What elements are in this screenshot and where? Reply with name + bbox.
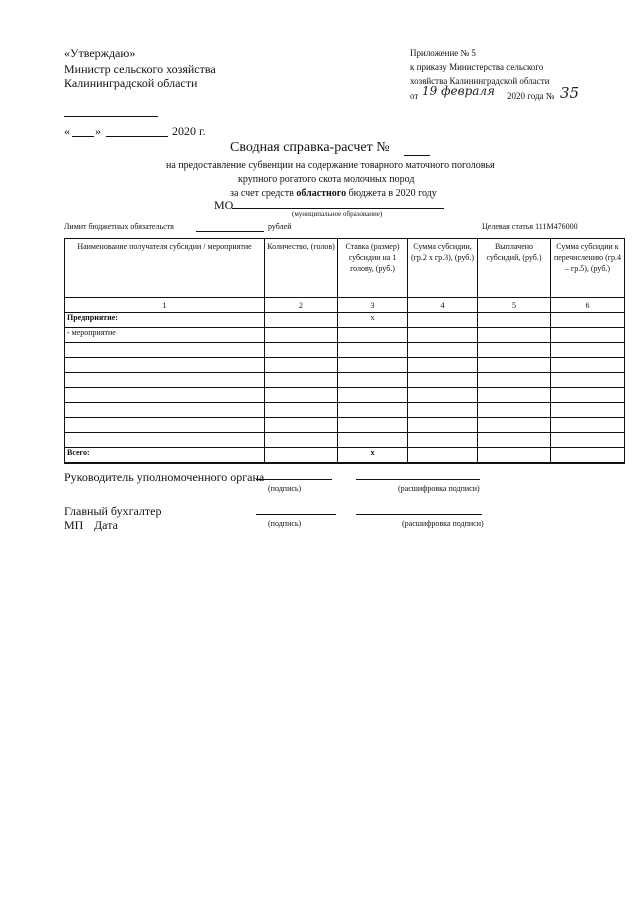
approve-line1: Министр сельского хозяйства [64, 62, 216, 76]
column-number: 5 [478, 298, 551, 313]
approve-line2: Калининградской области [64, 76, 198, 90]
approve-year: 2020 г. [172, 124, 206, 138]
table-row [65, 388, 625, 403]
total-label: Всего: [65, 448, 265, 464]
column-number: 4 [408, 298, 478, 313]
table-cell [551, 403, 625, 418]
table-cell [478, 358, 551, 373]
table-cell [478, 328, 551, 343]
table-cell [265, 313, 338, 328]
accountant-sign-line [256, 514, 336, 515]
accountant-decode-caption: (расшифровка подписи) [402, 519, 484, 528]
appendix-line2: к приказу Министерства сельского [410, 62, 544, 72]
approve-date-open: « [64, 124, 70, 138]
accountant-decode-line [356, 514, 482, 515]
head-decode-caption: (расшифровка подписи) [398, 484, 480, 493]
handwritten-number: 35 [560, 84, 580, 102]
table-cell [478, 343, 551, 358]
table-cell [551, 343, 625, 358]
table-row [65, 343, 625, 358]
table-cell [408, 358, 478, 373]
head-label: Руководитель уполномоченного органа [64, 470, 265, 484]
table-cell [478, 433, 551, 448]
table-cell [65, 373, 265, 388]
table-cell [408, 433, 478, 448]
signature-line [64, 116, 158, 117]
appendix-year: 2020 года № [507, 91, 555, 101]
table-cell [551, 388, 625, 403]
title-line3: крупного рогатого скота молочных пород [238, 174, 415, 185]
appendix-from: от [410, 91, 419, 101]
stamp-label: МП [64, 518, 84, 532]
target-article: Целевая статья 111М476000 [482, 222, 578, 231]
approve-date-close: » [95, 124, 101, 138]
table-cell [408, 388, 478, 403]
activity-label: - мероприятие [65, 328, 265, 343]
table-cell [408, 418, 478, 433]
table-cell [65, 403, 265, 418]
header-cell: Сумма субсидии, (гр.2 х гр.3), (руб.) [408, 239, 478, 298]
title-line4: за счет средств областного бюджета в 2020 году [230, 188, 437, 199]
header-cell: Количество, (голов) [265, 239, 338, 298]
column-number: 1 [65, 298, 265, 313]
total-row [65, 448, 625, 464]
x-mark: х [338, 448, 408, 464]
doc-number-line [404, 155, 430, 156]
table-cell [265, 403, 338, 418]
table-row [65, 313, 625, 328]
table-cell [338, 418, 408, 433]
enterprise-label: Предприятие: [65, 313, 265, 328]
column-numbers-row [65, 298, 625, 313]
table-cell [65, 358, 265, 373]
table-cell [265, 418, 338, 433]
table-cell [65, 388, 265, 403]
table-cell [478, 373, 551, 388]
header-cell: Наименование получателя субсидии / мероприятие [65, 239, 265, 298]
day-line [72, 136, 94, 137]
column-number: 3 [338, 298, 408, 313]
table-cell [408, 403, 478, 418]
head-decode-line [356, 479, 480, 480]
table-cell [408, 448, 478, 464]
table-row [65, 433, 625, 448]
table-cell [478, 418, 551, 433]
doc-title: Сводная справка-расчет № [230, 140, 390, 155]
table-header-row [65, 239, 625, 298]
table-cell [338, 358, 408, 373]
month-line [106, 136, 168, 137]
table-cell [338, 403, 408, 418]
head-sign-caption: (подпись) [268, 484, 302, 493]
column-number: 6 [551, 298, 625, 313]
table-cell [265, 388, 338, 403]
limit-unit: рублей [268, 222, 292, 231]
table-cell [65, 418, 265, 433]
table-cell [408, 343, 478, 358]
table-row [65, 328, 625, 343]
table-cell [265, 358, 338, 373]
mo-label: МО [214, 198, 234, 212]
table-cell [551, 313, 625, 328]
subsidy-table [64, 238, 625, 464]
table-cell [338, 433, 408, 448]
date-label: Дата [94, 518, 118, 532]
table-cell [265, 343, 338, 358]
mo-line [232, 208, 444, 209]
table-cell [478, 313, 551, 328]
header-cell: Выплачено субсидий, (руб.) [478, 239, 551, 298]
table-cell [265, 433, 338, 448]
header-cell: Сумма субсидии к перечислению (гр.4 – гр.5), (руб.) [551, 239, 625, 298]
limit-label: Лимит бюджетных обязательств [64, 222, 174, 231]
table-cell [338, 373, 408, 388]
accountant-label: Главный бухгалтер [64, 504, 162, 518]
table-cell [65, 343, 265, 358]
table-row [65, 373, 625, 388]
table-cell [338, 343, 408, 358]
table-cell [551, 433, 625, 448]
handwritten-date: 19 февраля [422, 84, 495, 98]
table-row [65, 403, 625, 418]
mo-caption: (муниципальное образование) [292, 210, 383, 218]
appendix-line3: хозяйства Калининградской области [410, 76, 550, 86]
header-cell: Ставка (размер) субсидии на 1 голову, (руб.) [338, 239, 408, 298]
table-cell [265, 373, 338, 388]
approve-title: «Утверждаю» [64, 46, 136, 60]
column-number: 2 [265, 298, 338, 313]
table-cell [551, 418, 625, 433]
head-sign-line [256, 479, 332, 480]
title-line2: на предоставление субвенции на содержание товарного маточного поголовья [166, 160, 495, 171]
table-cell [338, 328, 408, 343]
table-cell [338, 388, 408, 403]
table-cell [265, 328, 338, 343]
limit-line [196, 231, 264, 232]
appendix-line1: Приложение № 5 [410, 48, 476, 58]
table-cell [551, 373, 625, 388]
x-mark: х [338, 313, 408, 328]
table-cell [408, 373, 478, 388]
table-cell [551, 448, 625, 464]
accountant-sign-caption: (подпись) [268, 519, 302, 528]
table-cell [478, 388, 551, 403]
table-row [65, 418, 625, 433]
table-cell [478, 448, 551, 464]
table-cell [551, 328, 625, 343]
table-cell [551, 358, 625, 373]
table-cell [408, 328, 478, 343]
table-cell [265, 448, 338, 464]
table-cell [408, 313, 478, 328]
table-row [65, 358, 625, 373]
table-cell [65, 433, 265, 448]
table-cell [478, 403, 551, 418]
